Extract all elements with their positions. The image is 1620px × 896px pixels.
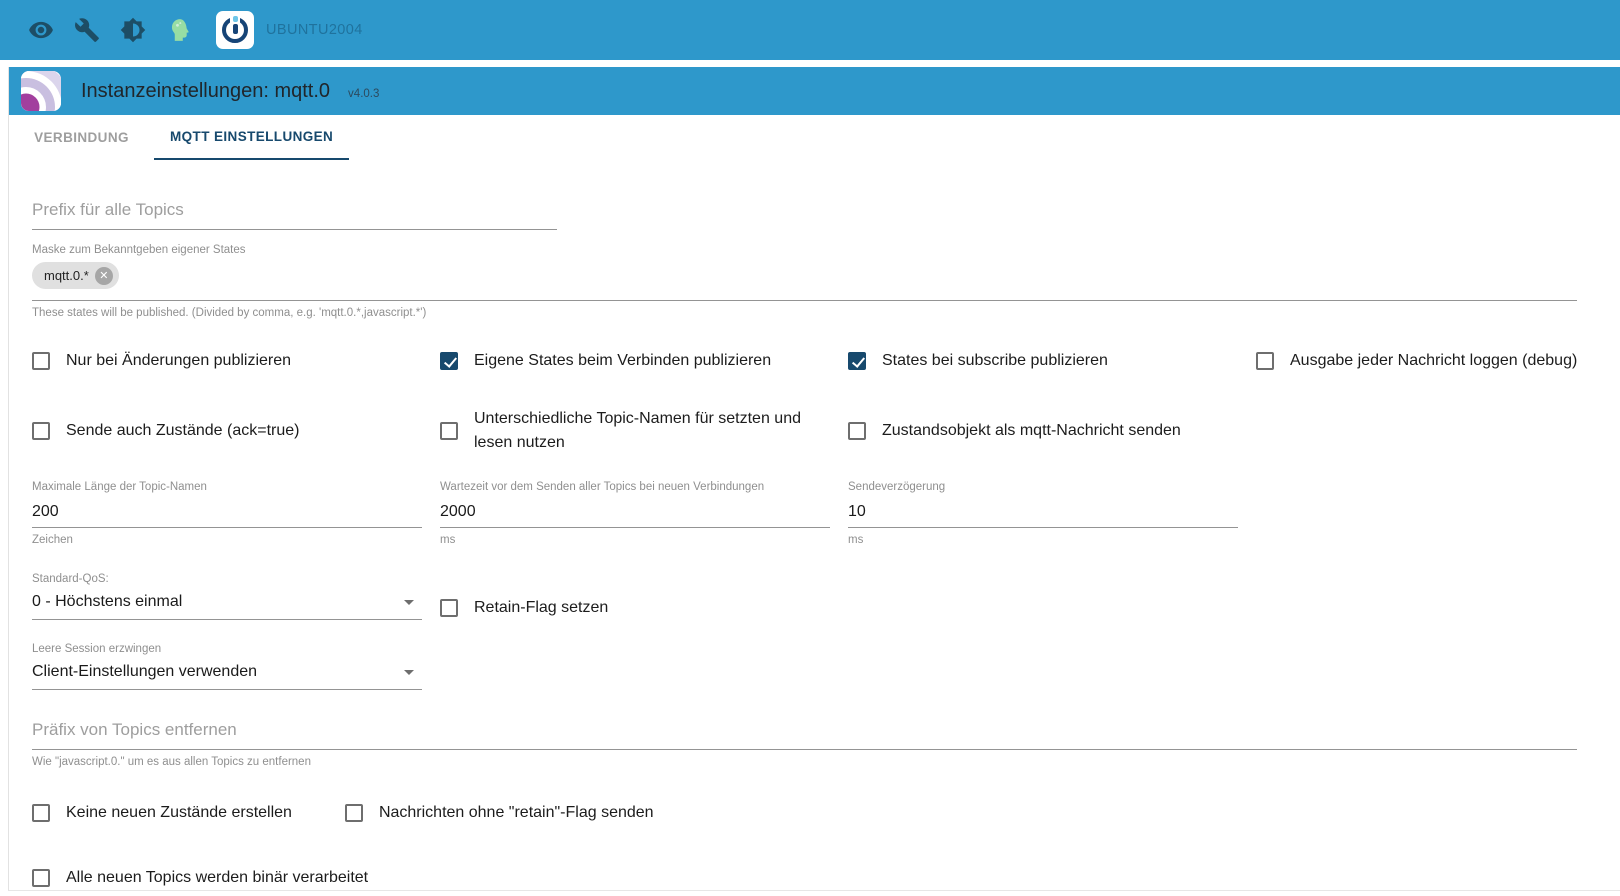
tab-mqtt-einstellungen[interactable]: MQTT EINSTELLUNGEN (154, 115, 349, 160)
checkbox-box[interactable] (32, 352, 50, 370)
select-label: Leere Session erzwingen (32, 643, 162, 655)
checkbox-no-retain-flag[interactable] (345, 801, 678, 825)
checkbox-box[interactable] (848, 352, 866, 370)
wrench-icon[interactable] (74, 17, 100, 43)
publish-mask-label: Maske zum Bekanntgeben eigener States (32, 244, 246, 256)
checkbox-send-state-object[interactable] (848, 419, 1256, 443)
checkbox-row-1 (32, 349, 1620, 373)
iobroker-logo[interactable] (216, 11, 254, 49)
checkbox-row-4 (32, 866, 1620, 890)
qos-row (32, 573, 1620, 620)
checkbox-box[interactable] (440, 599, 458, 617)
mqtt-adapter-icon (21, 71, 61, 111)
remove-prefix-group (32, 720, 1620, 768)
prefix-all-topics-input[interactable] (32, 200, 557, 230)
select-value: 0 - Höchstens einmal (32, 593, 183, 610)
number-inputs-row (32, 477, 1620, 546)
host-name-label: UBUNTU2004 (266, 22, 363, 38)
checkbox-box[interactable] (32, 422, 50, 440)
select-label: Standard-QoS: (32, 573, 109, 585)
checkbox-onchange[interactable] (32, 349, 440, 373)
send-wait-input[interactable]: 2000 (440, 502, 830, 528)
tab-verbindung[interactable]: VERBINDUNG (34, 130, 129, 145)
checkbox-row-3 (32, 801, 1620, 825)
chip-text: mqtt.0.* (44, 268, 89, 283)
field-unit: ms (440, 534, 456, 546)
checkbox-box[interactable] (848, 422, 866, 440)
send-delay-input[interactable]: 10 (848, 502, 1238, 528)
publish-mask-chip[interactable] (32, 262, 119, 289)
instance-settings-dialog (8, 67, 1620, 891)
iobroker-logo-bar (233, 24, 238, 34)
adapter-version: v4.0.3 (348, 87, 380, 100)
chevron-down-icon (404, 600, 414, 605)
admin-topbar (0, 0, 1620, 60)
clean-session-row (32, 643, 1620, 690)
send-wait-field (440, 477, 830, 546)
checkbox-label: Keine neuen Zustände erstellen (66, 804, 292, 821)
checkbox-label: Ausgabe jeder Nachricht loggen (debug) (1290, 352, 1578, 369)
expert-head-icon[interactable] (166, 17, 192, 43)
publish-mask-group (32, 244, 1577, 319)
clean-session-select-field (32, 643, 422, 690)
field-unit: Zeichen (32, 534, 73, 546)
checkbox-debug-log[interactable] (1256, 349, 1620, 373)
checkbox-send-ack[interactable] (32, 419, 440, 443)
checkbox-row-2 (32, 407, 1620, 455)
field-label: Wartezeit vor dem Senden aller Topics bei neuen Verbindungen (440, 481, 765, 493)
checkbox-box[interactable] (440, 352, 458, 370)
checkbox-box[interactable] (440, 422, 458, 440)
checkbox-no-new-states[interactable] (32, 801, 316, 825)
remove-prefix-help: Wie "javascript.0." um es aus allen Topics zu entfernen (32, 756, 311, 768)
remove-prefix-input[interactable] (32, 720, 1577, 750)
checkbox-binary-topics[interactable] (32, 866, 392, 890)
checkbox-label: Alle neuen Topics werden binär verarbeitet (66, 869, 369, 886)
checkbox-box[interactable] (32, 804, 50, 822)
max-topic-length-field (32, 477, 422, 546)
qos-select-field (32, 573, 422, 620)
publish-mask-help: These states will be published. (Divided by comma, e.g. 'mqtt.0.*,javascript.*') (32, 307, 427, 319)
checkbox-publish-on-subscribe[interactable] (848, 349, 1256, 373)
dialog-title: Instanzeinstellungen: mqtt.0 (81, 79, 331, 102)
checkbox-label: Retain-Flag setzen (474, 598, 609, 616)
chevron-down-icon (404, 670, 414, 675)
checkbox-label: Unterschiedliche Topic-Namen für setzten und lesen nutzen (474, 410, 801, 451)
send-delay-field (848, 477, 1238, 546)
settings-form (9, 160, 1620, 890)
field-label: Maximale Länge der Topic-Namen (32, 481, 207, 493)
checkbox-label: Nachrichten ohne "retain"-Flag senden (378, 804, 654, 821)
max-topic-length-input[interactable]: 200 (32, 502, 422, 528)
qos-select[interactable] (32, 585, 422, 620)
settings-tabs (9, 115, 1620, 160)
iobroker-logo-dot (233, 16, 238, 22)
clean-session-select[interactable] (32, 655, 422, 690)
checkbox-publish-on-connect[interactable] (440, 349, 848, 373)
checkbox-label: Nur bei Änderungen publizieren (66, 352, 292, 369)
checkbox-box[interactable] (32, 869, 50, 887)
checkbox-box[interactable] (1256, 352, 1274, 370)
brightness-icon[interactable] (120, 17, 146, 43)
field-label: Sendeverzögerung (848, 481, 946, 493)
chip-delete-icon[interactable]: ✕ (95, 267, 113, 285)
checkbox-label: Eigene States beim Verbinden publizieren (474, 352, 772, 369)
checkbox-extra-set-topics[interactable] (440, 407, 848, 455)
select-value: Client-Einstellungen verwenden (32, 663, 258, 680)
visibility-icon[interactable] (28, 17, 54, 43)
checkbox-label: States bei subscribe publizieren (882, 352, 1108, 369)
checkbox-label: Zustandsobjekt als mqtt-Nachricht senden (882, 422, 1181, 439)
checkbox-retain-flag[interactable] (440, 574, 848, 620)
publish-mask-field[interactable] (32, 256, 1577, 301)
field-unit: ms (848, 534, 864, 546)
checkbox-label: Sende auch Zustände (ack=true) (66, 422, 300, 439)
checkbox-box[interactable] (345, 804, 363, 822)
dialog-header (9, 67, 1620, 115)
